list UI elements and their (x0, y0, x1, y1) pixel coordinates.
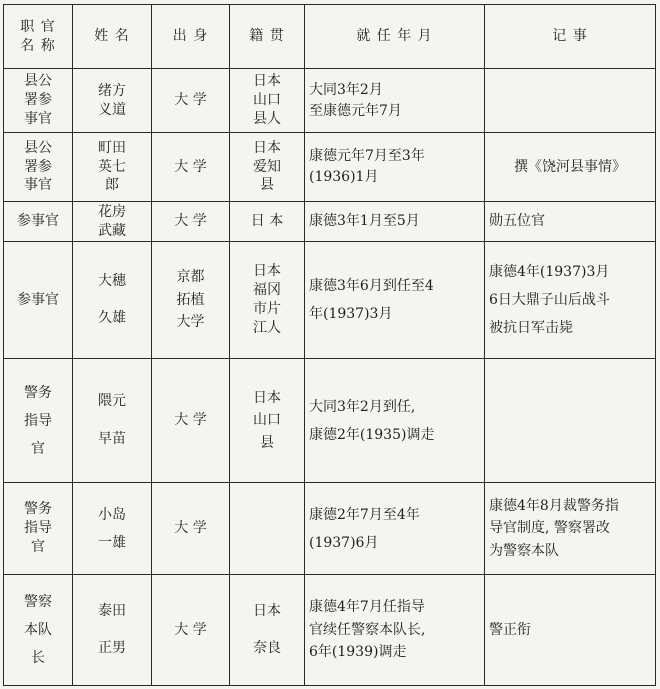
header-post: 职 官 名 称 (4, 5, 73, 69)
cell-native: 日本 奈良 (230, 575, 305, 686)
cell-native: 日本 山口 县 (230, 359, 305, 483)
cell-origin: 大 学 (152, 483, 230, 575)
cell-tenure: 康德2年7月至4年 (1937)6月 (305, 483, 485, 575)
cell-native: 日 本 (230, 202, 305, 242)
cell-name: 花房 武藏 (73, 202, 152, 242)
cell-notes (485, 359, 656, 483)
cell-notes: 撰《饶河县事情》 (485, 133, 656, 202)
header-origin: 出 身 (152, 5, 230, 69)
cell-post: 警务 指导 官 (4, 483, 73, 575)
header-tenure: 就 任 年 月 (305, 5, 485, 69)
cell-post: 县公 署参 事官 (4, 133, 73, 202)
cell-origin: 大 学 (152, 575, 230, 686)
cell-native: 日本 爱知 县 (230, 133, 305, 202)
table-row (4, 133, 656, 202)
header-notes: 记 事 (485, 5, 656, 69)
cell-origin: 大 学 (152, 133, 230, 202)
cell-post: 参事官 (4, 242, 73, 359)
table-row (4, 359, 656, 483)
header-native: 籍 贯 (230, 5, 305, 69)
cell-origin: 大 学 (152, 202, 230, 242)
header-row (4, 5, 656, 69)
table-row (4, 202, 656, 242)
cell-name: 隈元 早苗 (73, 359, 152, 483)
table-row (4, 575, 656, 686)
cell-native (230, 483, 305, 575)
official-roster-table (3, 4, 656, 686)
cell-tenure: 康德元年7月至3年 (1936)1月 (305, 133, 485, 202)
header-name: 姓 名 (73, 5, 152, 69)
cell-tenure: 康德3年1月至5月 (305, 202, 485, 242)
cell-name: 大穗 久雄 (73, 242, 152, 359)
cell-tenure: 康德3年6月到任至4 年(1937)3月 (305, 242, 485, 359)
cell-name: 町田 英七 郎 (73, 133, 152, 202)
cell-origin: 京都 拓植 大学 (152, 242, 230, 359)
table-row (4, 483, 656, 575)
table-row (4, 242, 656, 359)
cell-native: 日本 福冈 市片 江人 (230, 242, 305, 359)
cell-notes: 康德4年8月裁警务指 导官制度, 警察署改 为警察本队 (485, 483, 656, 575)
cell-post: 参事官 (4, 202, 73, 242)
cell-name: 小岛 一雄 (73, 483, 152, 575)
cell-post: 警察 本队 长 (4, 575, 73, 686)
cell-origin: 大 学 (152, 69, 230, 133)
table-row (4, 69, 656, 133)
cell-name: 泰田 正男 (73, 575, 152, 686)
cell-notes (485, 69, 656, 133)
cell-tenure: 大同3年2月到任, 康德2年(1935)调走 (305, 359, 485, 483)
cell-tenure: 大同3年2月 至康德元年7月 (305, 69, 485, 133)
cell-notes: 勋五位官 (485, 202, 656, 242)
cell-notes: 康德4年(1937)3月 6日大鼎子山后战斗 被抗日军击毙 (485, 242, 656, 359)
cell-post: 警务 指导 官 (4, 359, 73, 483)
cell-native: 日本 山口 县人 (230, 69, 305, 133)
cell-post: 县公 署参 事官 (4, 69, 73, 133)
cell-notes: 警正衔 (485, 575, 656, 686)
cell-name: 绪方 义道 (73, 69, 152, 133)
cell-origin: 大 学 (152, 359, 230, 483)
cell-tenure: 康德4年7月任指导 官续任警察本队长, 6年(1939)调走 (305, 575, 485, 686)
